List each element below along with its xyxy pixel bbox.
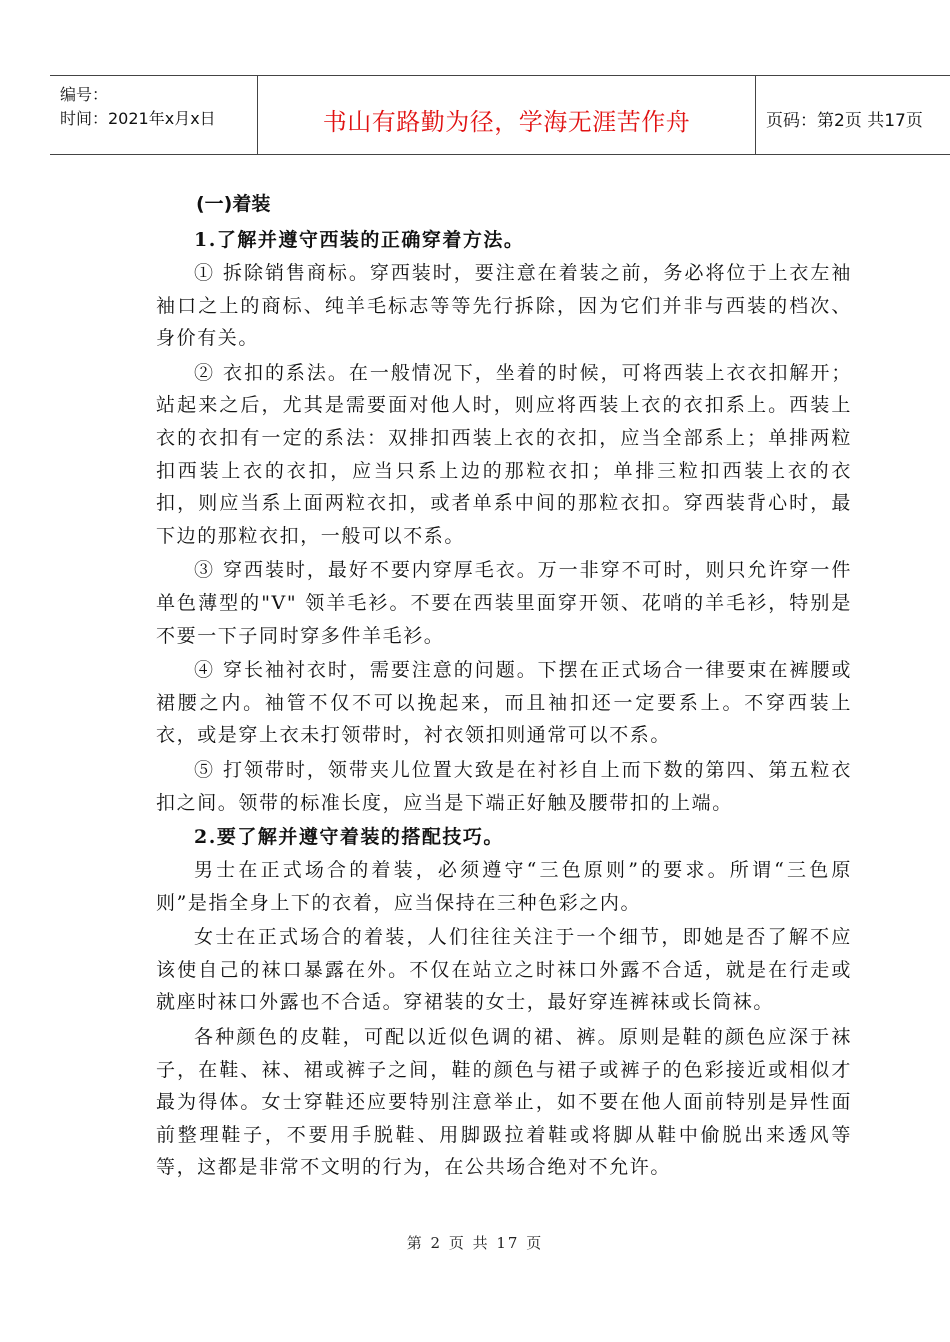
header-page-cell — [756, 76, 950, 154]
page-header — [50, 75, 950, 155]
paragraph-5: ⑤ 打领带时，领带夹儿位置大致是在衬衫自上而下数的第四、第五粒衣扣之间。领带的标准长度，应当是下端正好触及腰带扣的上端。 — [156, 758, 852, 814]
paragraph-6: 男士在正式场合的着装，必须遵守“三色原则”的要求。所谓“三色原则”是指全身上下的衣着，应当保持在三种色彩之内。 — [156, 859, 852, 914]
subsection-title-1: 1.了解并遵守西装的正确穿着方法。 — [194, 229, 525, 251]
subsection-title-2: 2.要了解并遵守着装的搭配技巧。 — [194, 826, 504, 849]
header-page-info: 页码：第2页 共17页 — [766, 111, 923, 131]
paragraph-4: ④ 穿长袖衬衣时，需要注意的问题。下摆在正式场合一律要束在裤腰或裙腰之内。袖管不仅不可以挽起来，而且袖扣还一定要系上。不穿西装上衣，或是穿上衣未打领带时，衬衣领扣则通常可以不系。 — [156, 659, 852, 747]
header-meta-cell — [50, 76, 258, 154]
paragraph-1: ① 拆除销售商标。穿西装时，要注意在着装之前，务必将位于上衣左袖袖口之上的商标、纯羊毛标志等等先行拆除，因为它们并非与西装的档次、身价有关。 — [156, 262, 852, 350]
document-time-label: 时间：2021年x月x日 — [60, 109, 216, 128]
header-motto-cell — [258, 76, 756, 154]
section-title: (一)着装 — [196, 193, 271, 215]
paragraph-2: ② 衣扣的系法。在一般情况下，坐着的时候，可将西装上衣衣扣解开；站起来之后，尤其是需要面对他人时，则应将西装上衣的衣扣系上。西装上衣的衣扣有一定的系法：双排扣西装上衣的衣扣，应当全部系上；单排两粒扣西装上衣的衣扣，应当只系上边的那粒衣扣；单排三粒扣西装上衣的衣扣，则应当系上面两粒衣扣，或者单系中间的那粒衣扣。穿西装背心时，最下边的那粒衣扣，一般可以不系。 — [156, 361, 852, 547]
paragraph-3: ③ 穿西装时，最好不要内穿厚毛衣。万一非穿不可时，则只允许穿一件单色薄型的"V" 领羊毛衫。不要在西装里面穿开领、花哨的羊毛衫，特别是不要一下子同时穿多件羊毛衫。 — [156, 559, 852, 647]
paragraph-8: 各种颜色的皮鞋，可配以近似色调的裙、裤。原则是鞋的颜色应深于袜子，在鞋、袜、裙或裤子之间，鞋的颜色与裙子或裤子的色彩接近或相似才最为得体。女士穿鞋还应要特别注意举止，如不要在他人面前特别是异性面前整理鞋子，不要用手脱鞋、用脚趿拉着鞋或将脚从鞋中偷脱出来透风等等，这都是非常不文明的行为，在公共场合绝对不允许。 — [156, 1026, 852, 1179]
header-motto: 书山有路勤为径，学海无涯苦作舟 — [322, 108, 691, 136]
document-body — [156, 188, 852, 1186]
page-footer: 第 2 页 共 17 页 — [406, 1234, 544, 1252]
paragraph-7: 女士在正式场合的着装，人们往往关注于一个细节，即她是否了解不应该使自己的袜口暴露在外。不仅在站立之时袜口外露不合适，就是在行走或就座时袜口外露也不合适。穿裙装的女士，最好穿连裤袜或长筒袜。 — [156, 926, 852, 1014]
document-number-label: 编号： — [60, 85, 109, 104]
